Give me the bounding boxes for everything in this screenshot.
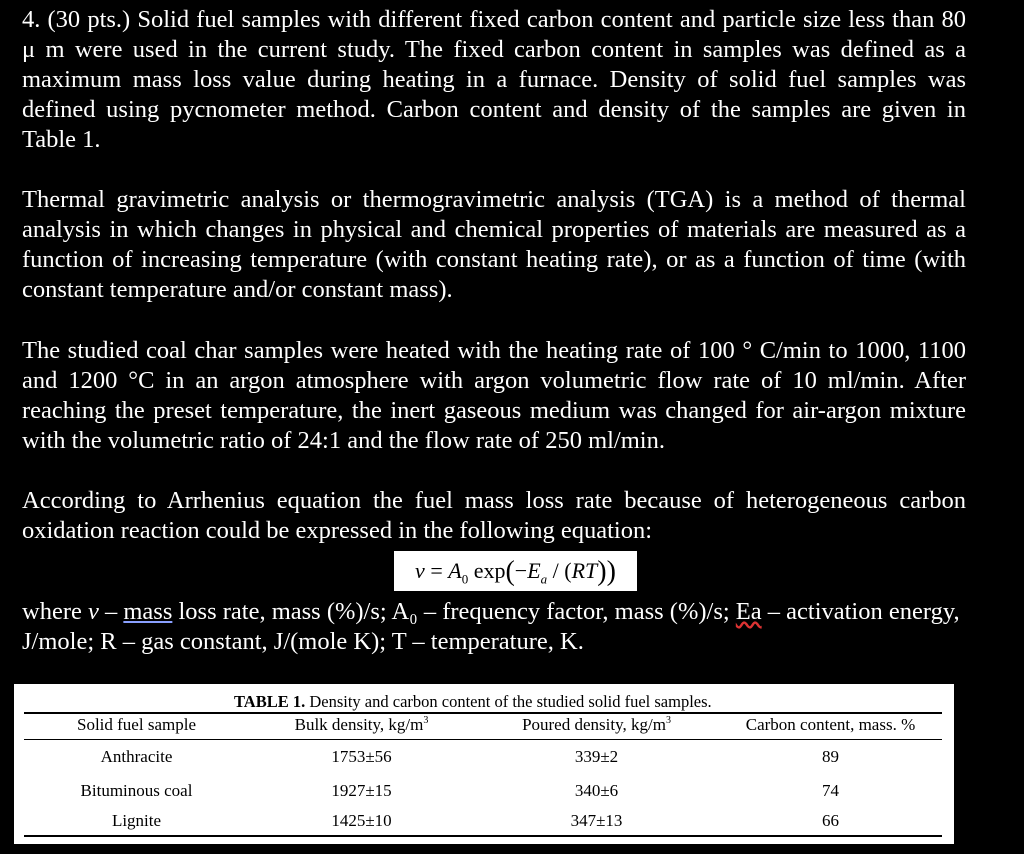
table-cell: 74 xyxy=(822,781,839,800)
paragraph-arrhenius: According to Arrhenius equation the fuel mass loss rate because of heterogeneous carbon oxidation reaction could be expressed in the following equation: xyxy=(22,487,966,544)
arrhenius-equation: $v = A_0$ $\exp(-E_a / (RT))$ xyxy=(394,551,637,591)
table-cell: Lignite xyxy=(111,811,162,830)
paragraph-heating: The studied coal char samples were heated with the heating rate of 100 ° C/min to 1000, 1100 and 1200 °C in an argon atmosphere with argon volumetric flow rate of 10 ml/min. After reaching the preset temperature, the inert gaseous medium was changed for air-argon mixture with the volumetric ratio of 24:1 and the flow rate of 250 ml/min. xyxy=(22,337,966,454)
paragraph-tga: Thermal gravimetric analysis or thermogravimetric analysis (TGA) is a method of thermal analysis in which changes in physical and chemical properties of materials are measured as a function of increasing temperature (with constant heating rate), or as a function of time (with constant temperature and/or constant mass). xyxy=(22,186,966,303)
table-caption: TABLE 1. Density and carbon content of the studied solid fuel samples. xyxy=(234,692,712,711)
table-cell: 1927±15 xyxy=(331,781,392,800)
table-cell: 340±6 xyxy=(574,781,619,800)
table-header-carbon-content: Carbon content, mass. % xyxy=(745,715,916,734)
paragraph-intro: 4. (30 pts.) Solid fuel samples with different fixed carbon content and particle size less than 80 μ m were used in the current study. The fixed carbon content in samples was defined as a maximum mass loss value during heating in a furnace. Density of solid fuel samples was defined using pycnometer method. Carbon content and density of the samples are given in Table 1. xyxy=(22,6,966,153)
table-header-bulk-density: Bulk density, $kg/m^3$ xyxy=(294,715,429,734)
table-cell: 1753±56 xyxy=(331,747,392,766)
table-bottom-rule xyxy=(24,835,942,837)
table-cell: Anthracite xyxy=(100,747,173,766)
table-header-rule xyxy=(24,739,942,740)
table-cell: 66 xyxy=(822,811,839,830)
paragraph-definitions: where v – mass loss rate, mass (%)/s; A₀ – frequency factor, mass (%)/s; Ea – activation energy, J/mole; R – gas constant, J/(mole K); T – temperature, K. xyxy=(22,598,960,655)
table-cell: 339±2 xyxy=(574,747,619,766)
table-cell: 1425±10 xyxy=(331,811,392,830)
table-header-sample: Solid fuel sample xyxy=(77,715,196,734)
table-top-rule xyxy=(24,712,942,714)
table-cell: Bituminous coal xyxy=(80,781,193,800)
table-cell: 89 xyxy=(822,747,839,766)
table-cell: 347±13 xyxy=(570,811,623,830)
table-header-poured-density: Poured density, $kg/m^3$ xyxy=(522,715,671,734)
table-density-carbon xyxy=(14,684,954,844)
